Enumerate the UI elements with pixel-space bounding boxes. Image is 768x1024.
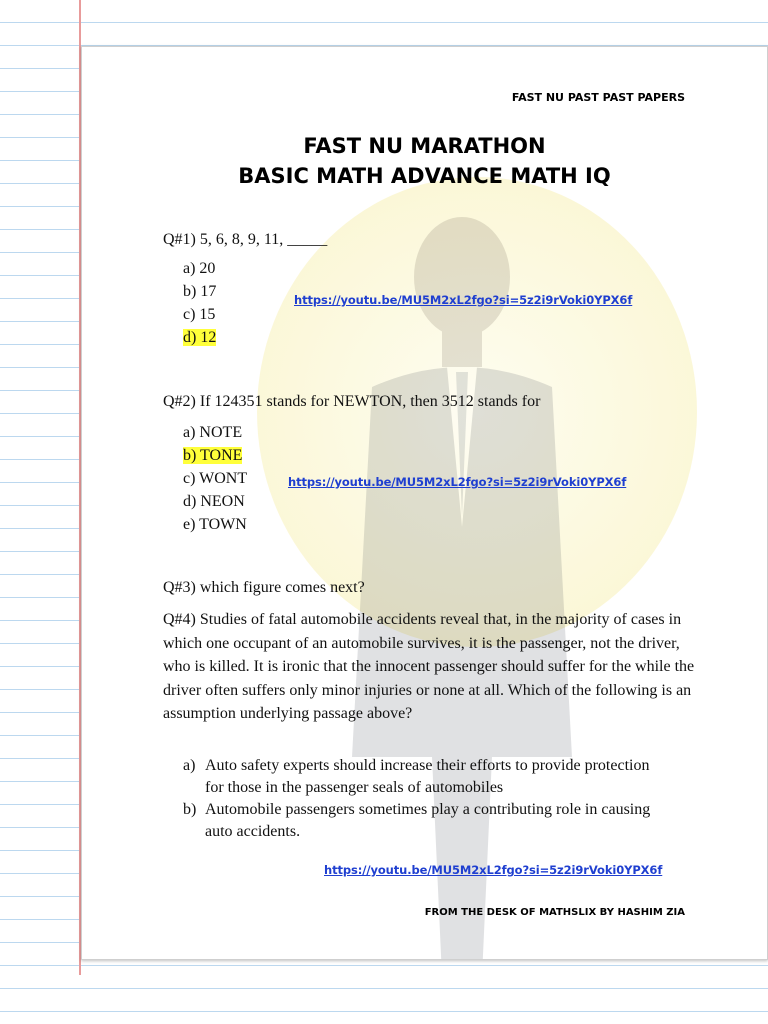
question-4: Q#4) Studies of fatal automobile accidents reveal that, in the majority of cases in which one occupant of an automobile survives, it is the passenger, not the driver, who is killed. It is ironic that the innocent passenger should suffer for the while the driver often suffers only minor injuries or none at all. Which of the following is an assumption underlying passage above? bbox=[163, 611, 695, 722]
q4-option-a-text: Auto safety experts should increase their efforts to provide protection for those in the passenger seals of automobiles bbox=[205, 757, 650, 796]
document-page bbox=[81, 46, 768, 960]
q1-option-d bbox=[183, 328, 216, 348]
question-2: Q#2) If 124351 stands for NEWTON, then 3512 stands for bbox=[163, 393, 541, 410]
q1-answer-highlight: d) 12 bbox=[183, 329, 217, 346]
q1-option-b: b) 17 bbox=[183, 283, 217, 300]
q1-option-c: c) 15 bbox=[183, 306, 216, 323]
q2-option-e: e) TOWN bbox=[183, 516, 247, 533]
q2-option-c: c) WONT bbox=[183, 470, 248, 487]
q4-options bbox=[183, 755, 653, 843]
question-3: Q#3) which figure comes next? bbox=[163, 579, 365, 596]
q2-option-b bbox=[183, 446, 242, 466]
youtube-link-3[interactable]: https://youtu.be/MU5M2xL2fgo?si=5z2i9rVoki0YPX6f bbox=[324, 863, 663, 877]
q2-option-d: d) NEON bbox=[183, 493, 245, 510]
watermark-person-image bbox=[342, 197, 582, 960]
q2-answer-highlight: b) TONE bbox=[183, 447, 243, 464]
youtube-link-2[interactable]: https://youtu.be/MU5M2xL2fgo?si=5z2i9rVoki0YPX6f bbox=[288, 475, 627, 489]
header-label: FAST NU PAST PAST PAPERS bbox=[511, 91, 685, 104]
q4-option-b-text: Automobile passengers sometimes play a contributing role in causing auto accidents. bbox=[205, 801, 651, 840]
q2-option-a: a) NOTE bbox=[183, 424, 243, 441]
q4-option-b-label: b) bbox=[183, 801, 197, 818]
page-title-line-2: BASIC MATH ADVANCE MATH IQ bbox=[238, 164, 611, 188]
q1-option-a: a) 20 bbox=[183, 260, 216, 277]
question-1: Q#1) 5, 6, 8, 9, 11, _____ bbox=[163, 231, 328, 248]
q4-option-a-label: a) bbox=[183, 757, 196, 774]
youtube-link-1[interactable]: https://youtu.be/MU5M2xL2fgo?si=5z2i9rVoki0YPX6f bbox=[294, 293, 633, 307]
q4-option-a bbox=[183, 755, 653, 799]
footer-label: FROM THE DESK OF MATHSLIX BY HASHIM ZIA bbox=[424, 907, 685, 918]
q4-option-b bbox=[183, 799, 653, 843]
page-title-line-1: FAST NU MARATHON bbox=[303, 134, 546, 158]
